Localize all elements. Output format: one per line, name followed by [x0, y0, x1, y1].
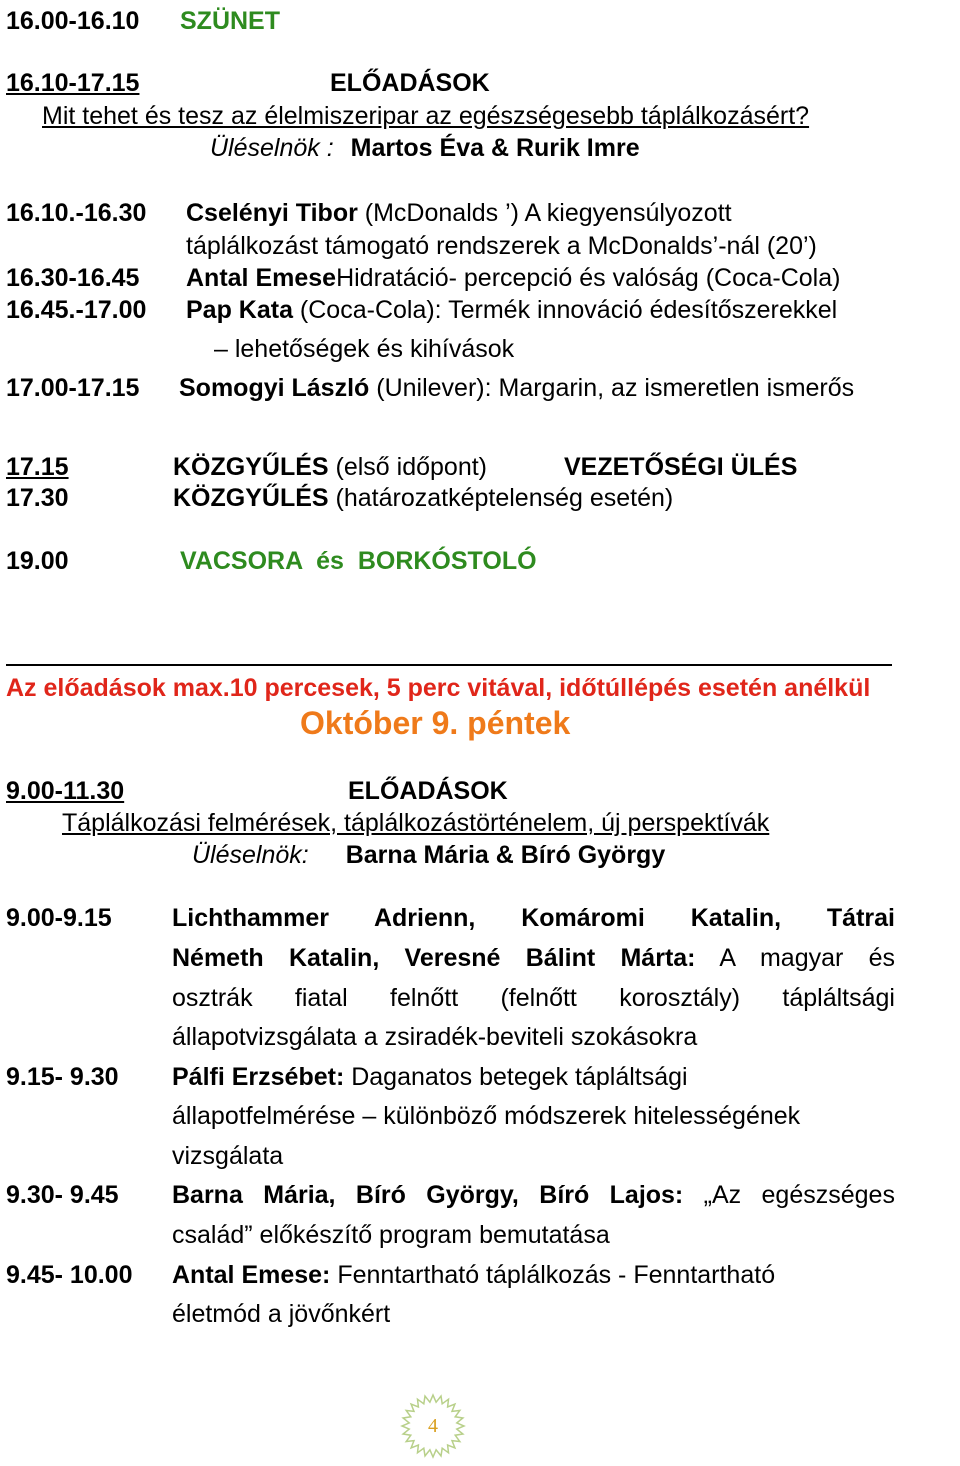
meeting-text: [173, 455, 487, 480]
talk-time: 9.45- 10.00: [6, 1261, 133, 1289]
talk-title-cont: család” előkészítő program bemutatása: [172, 1221, 610, 1249]
divider: [6, 664, 892, 666]
break-label: SZÜNET: [180, 7, 280, 35]
meeting-time: 17.30: [6, 484, 69, 512]
title-word: A: [719, 944, 735, 972]
talk-title-cont: táplálkozást támogató rendszerek a McDonalds’-nál (20’): [186, 232, 817, 260]
talk-text: [186, 266, 840, 291]
session1-chair: [210, 136, 640, 161]
page-number-badge: [400, 1393, 466, 1459]
author-word: György,: [426, 1181, 519, 1209]
talk-text: [172, 1263, 775, 1288]
dinner-time: 19.00: [6, 547, 69, 575]
talk-speaker: Cselényi Tibor: [186, 199, 358, 227]
meeting-note: (határozatképtelenség esetén): [328, 484, 674, 512]
title-word: felnőtt: [390, 984, 459, 1012]
title-word: tápláltsági: [782, 984, 895, 1012]
talk-title-cont: életmód a jövőnkért: [172, 1300, 391, 1328]
session2-heading: ELŐADÁSOK: [348, 777, 508, 805]
talk-text: [179, 376, 854, 401]
talk-time: 16.45.-17.00: [6, 296, 147, 324]
talk-speaker: Antal Emese: [186, 264, 337, 292]
title-word: korosztály): [619, 984, 741, 1012]
notice: Az előadások max.10 percesek, 5 perc vitával, időtúllépés esetén anélkül: [6, 674, 871, 702]
meeting-title: KÖZGYŰLÉS: [173, 453, 329, 481]
talk-title: Fenntartható táplálkozás - Fenntartható: [330, 1261, 776, 1289]
title-word: (felnőtt: [500, 984, 577, 1012]
talk-speaker: Pálfi Erzsébet:: [172, 1063, 345, 1091]
title-word: egészséges: [761, 1181, 895, 1209]
session1-title: Mit tehet és tesz az élelmiszeripar az egészségesebb táplálkozásért?: [42, 102, 810, 130]
talk-time: 9.30- 9.45: [6, 1181, 119, 1209]
author-word: Tátrai: [826, 904, 895, 932]
author-word: Mária,: [263, 1181, 336, 1209]
talk-text: [172, 1065, 688, 1090]
session1-time: 16.10-17.15: [6, 69, 140, 97]
meeting-title: KÖZGYŰLÉS: [173, 484, 329, 512]
talk-text: [186, 298, 837, 323]
meeting-text: [173, 486, 673, 511]
chair-label: Üléselnök:: [192, 841, 309, 869]
talk-authors-cont: [172, 946, 895, 971]
author-word: Katalin,: [690, 904, 782, 932]
talk-title: (Unilever): Margarin, az ismeretlen ismerős: [369, 374, 855, 402]
author-word: Katalin,: [288, 944, 380, 972]
break-time: 16.00-16.10: [6, 7, 140, 35]
author-word: Adrienn,: [373, 904, 476, 932]
author-word: Márta:: [620, 944, 696, 972]
talk-title-cont: állapotfelmérése – különböző módszerek hitelességének: [172, 1102, 801, 1130]
talk-speaker: Antal Emese:: [172, 1261, 331, 1289]
talk-title: Hidratáció- percepció és valóság (Coca-Cola): [336, 264, 841, 292]
talk-title-cont: vizsgálata: [172, 1142, 284, 1170]
talk-speaker: Pap Kata: [186, 296, 293, 324]
talk-time: 16.10.-16.30: [6, 199, 147, 227]
session2-time: 9.00-11.30: [6, 777, 125, 805]
author-word: Barna: [172, 1181, 243, 1209]
page-number: 4: [428, 1414, 438, 1437]
session2-title: Táplálkozási felmérések, táplálkozástörténelem, új perspektívák: [62, 809, 770, 837]
talk-speaker: Somogyi László: [179, 374, 370, 402]
talk-title-cont: állapotvizsgálata a zsiradék-beviteli szokásokra: [172, 1023, 698, 1051]
title-word: osztrák: [172, 984, 253, 1012]
session1-heading: ELŐADÁSOK: [330, 69, 490, 97]
author-word: Németh: [172, 944, 264, 972]
talk-text: [172, 1183, 895, 1208]
author-word: Bíró: [355, 1181, 406, 1209]
author-word: Bálint: [525, 944, 596, 972]
title-word: magyar: [759, 944, 844, 972]
session2-chair: [192, 843, 665, 868]
author-word: Veresné: [404, 944, 501, 972]
talk-title: Daganatos betegek tápláltsági: [344, 1063, 688, 1091]
author-word: Bíró: [539, 1181, 590, 1209]
talk-authors: [172, 906, 895, 931]
talk-time: 9.00-9.15: [6, 904, 112, 932]
talk-title-cont: [172, 986, 895, 1011]
chair-label: Üléselnök :: [210, 134, 334, 162]
talk-time: 9.15- 9.30: [6, 1063, 119, 1091]
talk-time: 16.30-16.45: [6, 264, 140, 292]
title-word: fiatal: [294, 984, 348, 1012]
author-word: Komáromi: [521, 904, 645, 932]
dinner-label: VACSORA és BORKÓSTOLÓ: [180, 547, 537, 575]
talk-title-cont: – lehetőségek és kihívások: [214, 335, 515, 363]
title-word: „Az: [703, 1181, 742, 1209]
talk-text: [186, 201, 732, 226]
day-heading: Október 9. péntek: [300, 705, 571, 741]
author-word: Lajos:: [609, 1181, 684, 1209]
talk-time: 17.00-17.15: [6, 374, 140, 402]
meeting-time: 17.15: [6, 453, 69, 481]
talk-title: (McDonalds ’) A kiegyensúlyozott: [357, 199, 732, 227]
author-word: Lichthammer: [172, 904, 329, 932]
meeting-note: (első időpont): [328, 453, 488, 481]
title-word: és: [868, 944, 896, 972]
chair-names: Barna Mária & Bíró György: [345, 841, 666, 869]
talk-title: (Coca-Cola): Termék innováció édesítőszerekkel: [292, 296, 838, 324]
meeting-extra: VEZETŐSÉGI ÜLÉS: [564, 453, 798, 481]
chair-names: Martos Éva & Rurik Imre: [350, 134, 640, 162]
